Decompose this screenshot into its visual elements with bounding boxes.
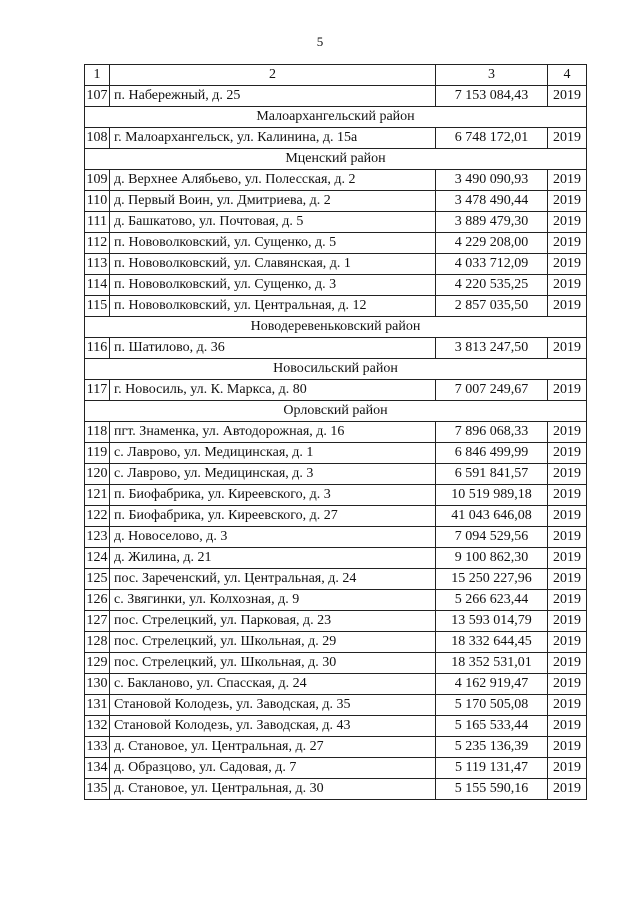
- row-cost: 3 478 490,44: [436, 191, 548, 212]
- table-row: [85, 443, 587, 464]
- table-row: [85, 86, 587, 107]
- row-address: д. Становое, ул. Центральная, д. 30: [110, 779, 436, 800]
- row-address: Становой Колодезь, ул. Заводская, д. 43: [110, 716, 436, 737]
- row-cost: 6 846 499,99: [436, 443, 548, 464]
- district-row: [85, 401, 587, 422]
- row-year: 2019: [548, 611, 587, 632]
- row-address: с. Лаврово, ул. Медицинская, д. 1: [110, 443, 436, 464]
- table-row: [85, 128, 587, 149]
- row-address: пос. Стрелецкий, ул. Школьная, д. 29: [110, 632, 436, 653]
- row-year: 2019: [548, 716, 587, 737]
- row-number: 119: [85, 443, 110, 464]
- row-number: 124: [85, 548, 110, 569]
- table-row: [85, 590, 587, 611]
- table-row: [85, 338, 587, 359]
- document-table: [84, 64, 587, 800]
- district-name: Новодеревеньковский район: [85, 317, 587, 338]
- row-number: 122: [85, 506, 110, 527]
- table-row: [85, 212, 587, 233]
- row-year: 2019: [548, 422, 587, 443]
- row-address: п. Нововолковский, ул. Сущенко, д. 3: [110, 275, 436, 296]
- table-row: [85, 506, 587, 527]
- row-number: 129: [85, 653, 110, 674]
- row-address: д. Верхнее Алябьево, ул. Полесская, д. 2: [110, 170, 436, 191]
- row-cost: 10 519 989,18: [436, 485, 548, 506]
- table-row: [85, 233, 587, 254]
- row-cost: 7 094 529,56: [436, 527, 548, 548]
- row-year: 2019: [548, 758, 587, 779]
- table-header-row: [85, 65, 587, 86]
- row-cost: 3 889 479,30: [436, 212, 548, 233]
- row-cost: 5 165 533,44: [436, 716, 548, 737]
- row-address: д. Образцово, ул. Садовая, д. 7: [110, 758, 436, 779]
- table-row: [85, 464, 587, 485]
- district-row: [85, 149, 587, 170]
- table-row: [85, 191, 587, 212]
- district-name: Малоархангельский район: [85, 107, 587, 128]
- row-cost: 5 155 590,16: [436, 779, 548, 800]
- row-cost: 4 229 208,00: [436, 233, 548, 254]
- row-year: 2019: [548, 527, 587, 548]
- table-row: [85, 674, 587, 695]
- district-name: Мценский район: [85, 149, 587, 170]
- row-cost: 15 250 227,96: [436, 569, 548, 590]
- row-year: 2019: [548, 338, 587, 359]
- row-year: 2019: [548, 674, 587, 695]
- district-row: [85, 359, 587, 380]
- row-number: 133: [85, 737, 110, 758]
- row-address: г. Малоархангельск, ул. Калинина, д. 15а: [110, 128, 436, 149]
- row-number: 121: [85, 485, 110, 506]
- row-cost: 6 591 841,57: [436, 464, 548, 485]
- row-cost: 18 352 531,01: [436, 653, 548, 674]
- row-address: д. Башкатово, ул. Почтовая, д. 5: [110, 212, 436, 233]
- table-row: [85, 527, 587, 548]
- row-address: пос. Стрелецкий, ул. Парковая, д. 23: [110, 611, 436, 632]
- row-year: 2019: [548, 506, 587, 527]
- table-row: [85, 695, 587, 716]
- row-number: 134: [85, 758, 110, 779]
- row-address: п. Шатилово, д. 36: [110, 338, 436, 359]
- row-year: 2019: [548, 779, 587, 800]
- row-year: 2019: [548, 653, 587, 674]
- row-cost: 7 153 084,43: [436, 86, 548, 107]
- row-address: пос. Стрелецкий, ул. Школьная, д. 30: [110, 653, 436, 674]
- district-name: Орловский район: [85, 401, 587, 422]
- row-year: 2019: [548, 632, 587, 653]
- row-address: г. Новосиль, ул. К. Маркса, д. 80: [110, 380, 436, 401]
- row-number: 112: [85, 233, 110, 254]
- row-year: 2019: [548, 569, 587, 590]
- row-year: 2019: [548, 170, 587, 191]
- row-number: 132: [85, 716, 110, 737]
- table-row: [85, 737, 587, 758]
- row-year: 2019: [548, 464, 587, 485]
- row-number: 107: [85, 86, 110, 107]
- table-row: [85, 611, 587, 632]
- row-number: 109: [85, 170, 110, 191]
- row-number: 108: [85, 128, 110, 149]
- table-row: [85, 632, 587, 653]
- table-row: [85, 296, 587, 317]
- row-number: 110: [85, 191, 110, 212]
- row-number: 120: [85, 464, 110, 485]
- row-year: 2019: [548, 737, 587, 758]
- row-cost: 3 813 247,50: [436, 338, 548, 359]
- row-address: п. Нововолковский, ул. Сущенко, д. 5: [110, 233, 436, 254]
- row-number: 117: [85, 380, 110, 401]
- row-cost: 4 162 919,47: [436, 674, 548, 695]
- row-address: пос. Зареченский, ул. Центральная, д. 24: [110, 569, 436, 590]
- row-address: д. Первый Воин, ул. Дмитриева, д. 2: [110, 191, 436, 212]
- row-cost: 7 007 249,67: [436, 380, 548, 401]
- row-year: 2019: [548, 296, 587, 317]
- row-address: пгт. Знаменка, ул. Автодорожная, д. 16: [110, 422, 436, 443]
- district-name: Новосильский район: [85, 359, 587, 380]
- row-number: 126: [85, 590, 110, 611]
- row-cost: 41 043 646,08: [436, 506, 548, 527]
- row-year: 2019: [548, 443, 587, 464]
- row-cost: 6 748 172,01: [436, 128, 548, 149]
- row-address: с. Звягинки, ул. Колхозная, д. 9: [110, 590, 436, 611]
- row-year: 2019: [548, 380, 587, 401]
- row-year: 2019: [548, 212, 587, 233]
- row-number: 118: [85, 422, 110, 443]
- row-address: п. Биофабрика, ул. Киреевского, д. 3: [110, 485, 436, 506]
- table-row: [85, 380, 587, 401]
- row-cost: 18 332 644,45: [436, 632, 548, 653]
- table-row: [85, 548, 587, 569]
- row-number: 125: [85, 569, 110, 590]
- header-col-2: 2: [110, 65, 436, 86]
- district-row: [85, 107, 587, 128]
- row-number: 128: [85, 632, 110, 653]
- row-number: 113: [85, 254, 110, 275]
- row-address: с. Бакланово, ул. Спасская, д. 24: [110, 674, 436, 695]
- row-address: Становой Колодезь, ул. Заводская, д. 35: [110, 695, 436, 716]
- row-cost: 9 100 862,30: [436, 548, 548, 569]
- row-year: 2019: [548, 233, 587, 254]
- row-year: 2019: [548, 191, 587, 212]
- row-address: п. Набережный, д. 25: [110, 86, 436, 107]
- row-address: п. Нововолковский, ул. Славянская, д. 1: [110, 254, 436, 275]
- row-number: 135: [85, 779, 110, 800]
- row-address: д. Становое, ул. Центральная, д. 27: [110, 737, 436, 758]
- row-year: 2019: [548, 128, 587, 149]
- header-col-3: 3: [436, 65, 548, 86]
- row-year: 2019: [548, 590, 587, 611]
- row-number: 127: [85, 611, 110, 632]
- row-cost: 3 490 090,93: [436, 170, 548, 191]
- row-number: 114: [85, 275, 110, 296]
- row-number: 123: [85, 527, 110, 548]
- row-cost: 4 220 535,25: [436, 275, 548, 296]
- row-number: 131: [85, 695, 110, 716]
- row-address: п. Нововолковский, ул. Центральная, д. 12: [110, 296, 436, 317]
- row-address: с. Лаврово, ул. Медицинская, д. 3: [110, 464, 436, 485]
- row-year: 2019: [548, 695, 587, 716]
- row-cost: 5 235 136,39: [436, 737, 548, 758]
- table-row: [85, 170, 587, 191]
- row-number: 130: [85, 674, 110, 695]
- row-cost: 5 266 623,44: [436, 590, 548, 611]
- row-address: д. Жилина, д. 21: [110, 548, 436, 569]
- table-row: [85, 485, 587, 506]
- row-cost: 4 033 712,09: [436, 254, 548, 275]
- table-row: [85, 422, 587, 443]
- table-row: [85, 653, 587, 674]
- row-year: 2019: [548, 254, 587, 275]
- row-number: 116: [85, 338, 110, 359]
- table-row: [85, 254, 587, 275]
- district-row: [85, 317, 587, 338]
- row-cost: 13 593 014,79: [436, 611, 548, 632]
- table-row: [85, 716, 587, 737]
- row-address: п. Биофабрика, ул. Киреевского, д. 27: [110, 506, 436, 527]
- row-address: д. Новоселово, д. 3: [110, 527, 436, 548]
- row-year: 2019: [548, 485, 587, 506]
- header-col-4: 4: [548, 65, 587, 86]
- table-row: [85, 275, 587, 296]
- table-row: [85, 569, 587, 590]
- row-year: 2019: [548, 86, 587, 107]
- page-number: 5: [316, 34, 324, 49]
- row-cost: 5 119 131,47: [436, 758, 548, 779]
- row-number: 115: [85, 296, 110, 317]
- table-row: [85, 779, 587, 800]
- row-year: 2019: [548, 548, 587, 569]
- row-year: 2019: [548, 275, 587, 296]
- row-cost: 7 896 068,33: [436, 422, 548, 443]
- row-cost: 2 857 035,50: [436, 296, 548, 317]
- table-row: [85, 758, 587, 779]
- row-number: 111: [85, 212, 110, 233]
- header-col-1: 1: [85, 65, 110, 86]
- row-cost: 5 170 505,08: [436, 695, 548, 716]
